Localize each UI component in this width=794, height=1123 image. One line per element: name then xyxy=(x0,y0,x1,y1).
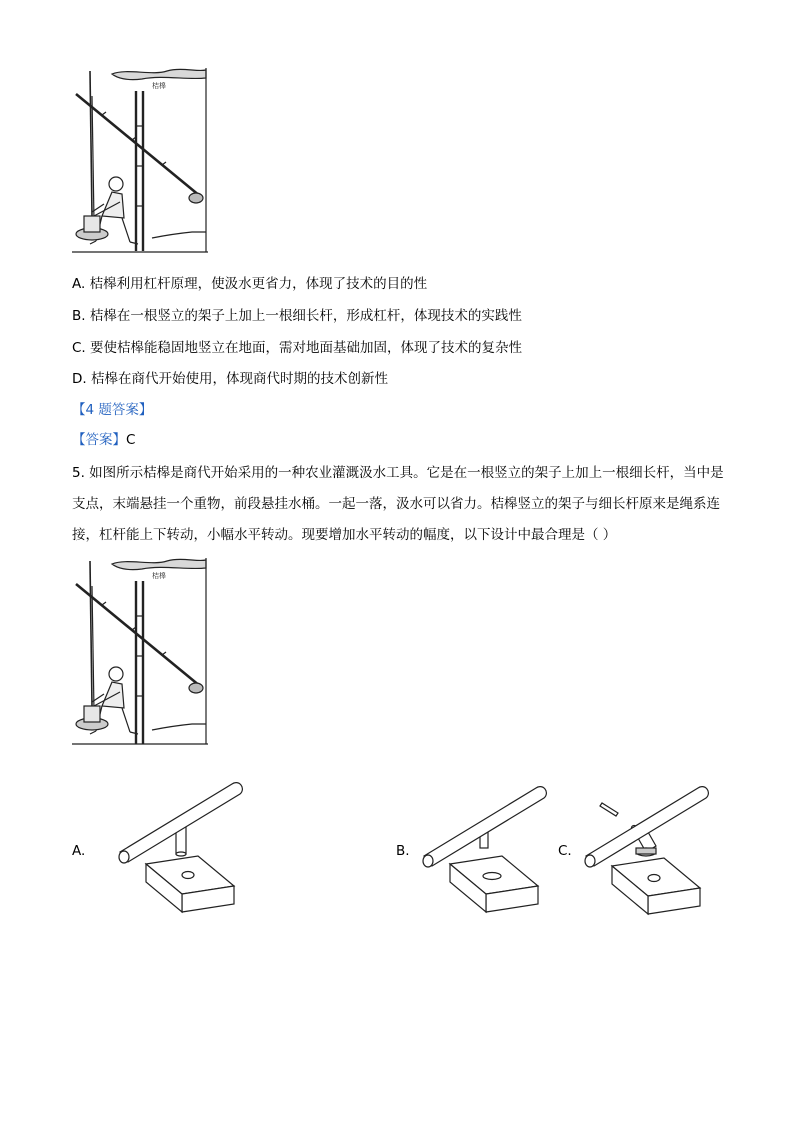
q5-option-a-diagram xyxy=(116,776,246,926)
q4-answer-header: 【4 题答案】 xyxy=(72,402,153,418)
q4-option-c: C. 要使桔槔能稳固地竖立在地面，需对地面基础加固，体现了技术的复杂性 xyxy=(72,340,523,356)
q4-option-b: B. 桔槔在一根竖立的架子上加上一根细长杆，形成杠杆，体现技术的实践性 xyxy=(72,308,522,324)
shadoof-illustration-q5 xyxy=(72,556,208,748)
figure-caption-top: 桔槔 xyxy=(152,82,166,90)
q4-option-d: D. 桔槔在商代开始使用，体现商代时期的技术创新性 xyxy=(72,371,388,387)
shadoof-illustration-top xyxy=(72,66,208,256)
q4-answer-label: 【答案】 xyxy=(72,432,126,448)
q4-answer xyxy=(72,430,135,450)
q5-option-b-diagram xyxy=(420,780,550,930)
q5-question-text: 5. 如图所示桔槔是商代开始采用的一种农业灌溉汲水工具。它是在一根竖立的架子上加上一根细长杆，当中是支点，末端悬挂一个重物，前段悬挂水桶。一起一落，汲水可以省力。桔槔竖立的架子与细长杆原来是绳系连接，杠杆能上下转动，小幅水平转动。现要增加水平转动的幅度，以下设计中最合理是（ ） xyxy=(72,465,724,543)
q5-option-c-diagram xyxy=(582,780,712,930)
q5-option-b-label: B. xyxy=(396,843,410,859)
figure-caption-q5: 桔槔 xyxy=(152,572,166,580)
q5-option-c-label: C. xyxy=(558,843,572,859)
q4-answer-value: C xyxy=(126,432,136,448)
q5-option-a-label: A. xyxy=(72,843,86,859)
q4-option-a: A. 桔槔利用杠杆原理，使汲水更省力，体现了技术的目的性 xyxy=(72,276,428,292)
